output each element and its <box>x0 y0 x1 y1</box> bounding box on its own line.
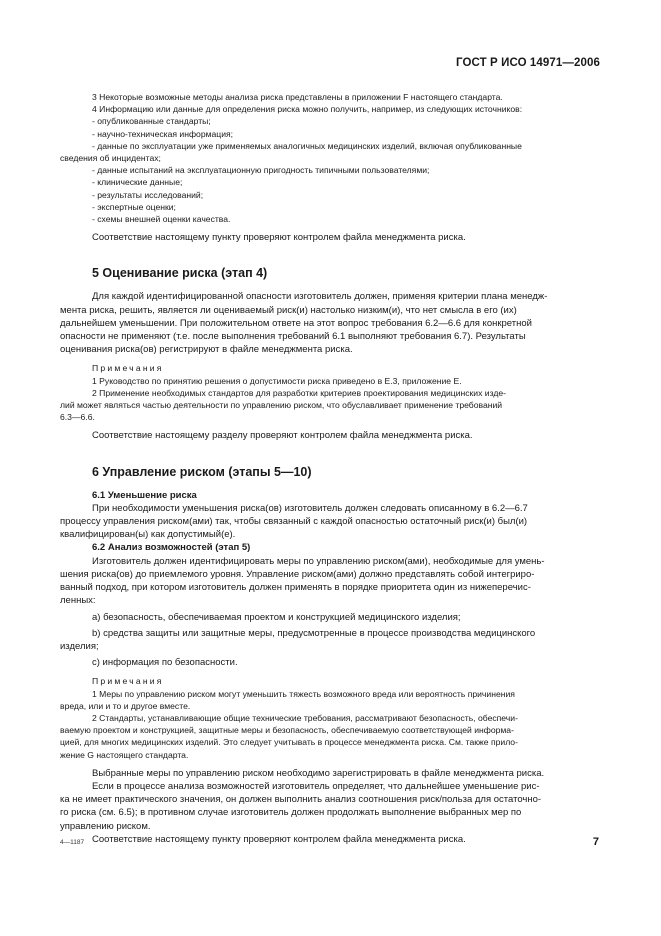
list-item: - данные испытаний на эксплуатационную пригодность типичными пользователями; <box>92 165 430 176</box>
note-line: ваемую проектом и конструкцией, защитные меры и безопасность, обеспечиваемую соответствующей информа- <box>60 725 514 736</box>
section-5-paragraph-line: мента риска, решить, является ли оцениваемый риск(и) настолько низким(и), что нет смысла в его (их) <box>60 304 517 316</box>
list-item: b) средства защиты или защитные меры, предусмотренные в процессе производства медицинского <box>92 627 536 639</box>
notes-label: Примечания <box>92 676 164 687</box>
paragraph-line: Если в процессе анализа возможностей изготовитель определяет, что дальнейшее уменьшение рис- <box>92 780 540 792</box>
note-line: 3 Некоторые возможные методы анализа риска представлены в приложении F настоящего стандарта. <box>92 92 503 102</box>
paragraph-line: го риска (см. 6.5); в противном случае изготовитель должен продолжать выполнение выбранных мер по <box>60 807 522 819</box>
paragraph-line: шения риска(ов) до приемлемого уровня. Управление риском(ами) должно представлять собой интегриро- <box>60 568 535 580</box>
list-item: - данные по эксплуатации уже применяемых аналогичных медицинских изделий, включая опубликованные <box>92 140 522 151</box>
list-item-continuation: изделия; <box>60 640 99 652</box>
note-line: жение G настоящего стандарта. <box>60 749 189 760</box>
section-5-title: 5 Оценивание риска (этап 4) <box>92 266 268 281</box>
note-line: цией, для многих медицинских изделий. Это следует учитывать в процессе менеджмента риска. См. также прило- <box>60 737 518 748</box>
subsection-6-1-title: 6.1 Уменьшение риска <box>92 489 197 501</box>
paragraph-line: Изготовитель должен идентифицировать меры по управлению риском(ами), необходимые для умень- <box>92 555 545 567</box>
document-id-header: ГОСТ Р ИСО 14971—2006 <box>455 57 600 69</box>
paragraph-line: управлению риском. <box>60 820 151 832</box>
note-line: 2 Стандарты, устанавливающие общие технические требования, рассматривают безопасность, обеспечи- <box>92 712 518 723</box>
section-5-paragraph-line: оценивания риска(ов) регистрируют в файле менеджмента риска. <box>60 344 353 356</box>
paragraph-line: При необходимости уменьшения риска(ов) изготовитель должен следовать описанному в 6.2—6.7 <box>92 502 528 514</box>
note-line: 4 Информацию или данные для определения риска можно получить, например, из следующих источников: <box>92 104 523 115</box>
print-mark: 4—1187 <box>60 839 85 846</box>
paragraph-line: процессу управления риском(ами) так, чтобы связанный с каждой опасностью остаточный риск(и) был(и) <box>60 516 528 528</box>
list-item: - схемы внешней оценки качества. <box>92 214 231 225</box>
list-item: с) информация по безопасности. <box>92 657 238 669</box>
section-5-paragraph-line: опасности не применяют (т.е. после выполнения требований 6.1 выполняют требования 6.7). Результаты <box>60 331 526 343</box>
note-line: 1 Меры по управлению риском могут уменьшить тяжесть возможного вреда или вероятность причинения <box>92 688 515 699</box>
list-item: - клинические данные; <box>92 177 183 188</box>
section-6-title: 6 Управление риском (этапы 5—10) <box>92 464 312 479</box>
note-line: лий может являться частью деятельности по управлению риском, что обуславливает применение требований <box>60 400 503 411</box>
compliance-statement: Соответствие настоящему пункту проверяют контролем файла менеджмента риска. <box>92 232 466 244</box>
list-item: - опубликованные стандарты; <box>92 116 211 127</box>
page-number: 7 <box>592 836 599 848</box>
list-item: а) безопасность, обеспечиваемая проектом и конструкцией медицинского изделия; <box>92 611 461 623</box>
section-5-paragraph-line: Для каждой идентифицированной опасности изготовитель должен, применяя критерии плана менедж- <box>92 291 548 303</box>
note-line: 2 Применение необходимых стандартов для разработки критериев проектирования медицинских изде- <box>92 387 506 398</box>
paragraph-line: ванный подход, при котором изготовитель должен применять в порядке приоритета один из нижеперечис- <box>60 582 531 594</box>
paragraph-line: ленных: <box>60 595 96 607</box>
paragraph-line: квалифицирован(ы) как допустимый(е). <box>60 529 236 541</box>
compliance-statement: Соответствие настоящему пункту проверяют контролем файла менеджмента риска. <box>92 833 466 845</box>
notes-label: Примечания <box>92 363 164 374</box>
note-line: 6.3—6.6. <box>60 412 95 423</box>
note-line: вреда, или и то и другое вместе. <box>60 700 191 711</box>
paragraph-line: Выбранные меры по управлению риском необходимо зарегистрировать в файле менеджмента риска. <box>92 767 545 779</box>
list-item-continuation: сведения об инцидентах; <box>60 153 161 164</box>
list-item: - экспертные оценки; <box>92 201 176 212</box>
compliance-statement: Соответствие настоящему разделу проверяют контролем файла менеджмента риска. <box>92 430 473 442</box>
section-5-paragraph-line: дальнейшем уменьшении. При положительном ответе на этот вопрос требования 6.2—6.6 для конкретной <box>60 317 532 329</box>
paragraph-line: ка не имеет практического значения, он должен выполнить анализ соотношения риск/польза для остаточно- <box>60 794 542 806</box>
subsection-6-2-title: 6.2 Анализ возможностей (этап 5) <box>92 542 251 554</box>
list-item: - научно-техническая информация; <box>92 128 234 139</box>
note-line: 1 Руководство по принятию решения о допустимости риска приведено в Е.3, приложение Е. <box>92 375 462 386</box>
list-item: - результаты исследований; <box>92 189 204 200</box>
